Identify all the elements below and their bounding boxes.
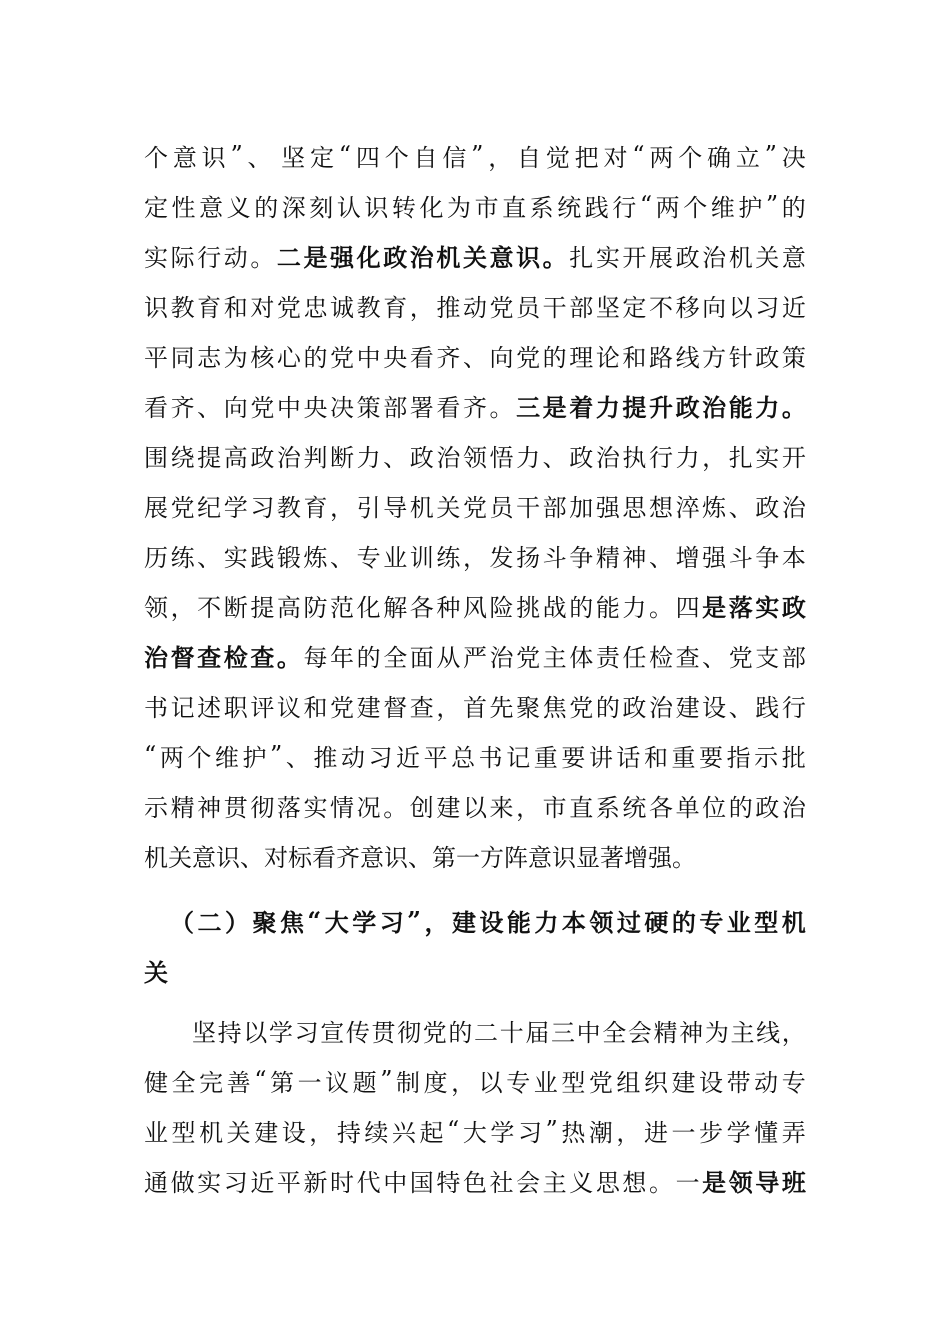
text-line: 看 齐 、 向 党 中 央 决 策 部 署 看 齐 。 三 是 着 力 提 升 政 治 能 力 。 — [144, 392, 806, 422]
text-line: 实 际 行 动 。 二 是 强 化 政 治 机 关 意 识 。 扎 实 开 展 政 治 机 关 意 — [144, 242, 806, 272]
text-line: 关 — [144, 957, 168, 987]
text-line: 机 关 意 识 、 对 标 看 齐 意 识 、 第 一 方 阵 意 识 显 著 增 强 。 — [144, 843, 696, 872]
text-line: 书 记 述 职 评 议 和 党 建 督 查 ， 首 先 聚 焦 党 的 政 治 建 设 、 践 行 — [144, 693, 806, 722]
text-line: 平 同 志 为 核 心 的 党 中 央 看 齐 、 向 党 的 理 论 和 路 线 方 针 政 策 — [144, 343, 806, 372]
text-line: 健 全 完 善 “ 第 一 议 题 ” 制 度 ， 以 专 业 型 党 组 织 建 设 带 动 专 — [144, 1066, 806, 1097]
text-line: 坚 持 以 学 习 宣 传 贯 彻 党 的 二 十 届 三 中 全 会 精 神 为 主 线 ， — [192, 1018, 806, 1047]
text-line: 示 精 神 贯 彻 落 实 情 况 。 创 建 以 来 ， 市 直 系 统 各 单 位 的 政 治 — [144, 793, 806, 822]
text-line: 展 党 纪 学 习 教 育 ， 引 导 机 关 党 员 干 部 加 强 思 想 淬 炼 、 政 治 — [144, 493, 806, 522]
text-line: 治 督 查 检 查 。 每 年 的 全 面 从 严 治 党 主 体 责 任 检 查 、 党 支 部 — [144, 642, 806, 672]
text-line: 围 绕 提 高 政 治 判 断 力 、 政 治 领 悟 力 、 政 治 执 行 力 ， 扎 实 开 — [144, 443, 806, 472]
text-line: 通 做 实 习 近 平 新 时 代 中 国 特 色 社 会 主 义 思 想 。 一 是 领 导 班 — [144, 1167, 806, 1197]
text-line: 历 练 、 实 践 锻 炼 、 专 业 训 练 ， 发 扬 斗 争 精 神 、 增 强 斗 争 本 — [144, 543, 806, 572]
text-line: 个 意 识 ” 、 坚 定 “ 四 个 自 信 ” ， 自 觉 把 对 “ 两 个 确 立 ” 决 — [144, 141, 806, 172]
text-line: 领 ， 不 断 提 高 防 范 化 解 各 种 风 险 挑 战 的 能 力 。 四 是 落 实 政 — [144, 592, 806, 622]
text-line: 业 型 机 关 建 设 ， 持 续 兴 起 “ 大 学 习 ” 热 潮 ， 进 一 步 学 懂 弄 — [144, 1116, 806, 1147]
text-line: “ 两 个 维 护 ” 、 推 动 习 近 平 总 书 记 重 要 讲 话 和 重 要 指 示 批 — [144, 741, 806, 772]
text-line: （ 二 ） 聚 焦 “ 大 学 习 ” ， 建 设 能 力 本 领 过 硬 的 专 业 型 机 — [170, 905, 806, 937]
document-page — [144, 130, 806, 1205]
text-line: 定 性 意 义 的 深 刻 认 识 转 化 为 市 直 系 统 践 行 “ 两 个 维 护 ” 的 — [144, 191, 806, 222]
text-line: 识 教 育 和 对 党 忠 诚 教 育 ， 推 动 党 员 干 部 坚 定 不 移 向 以 习 近 — [144, 293, 806, 322]
